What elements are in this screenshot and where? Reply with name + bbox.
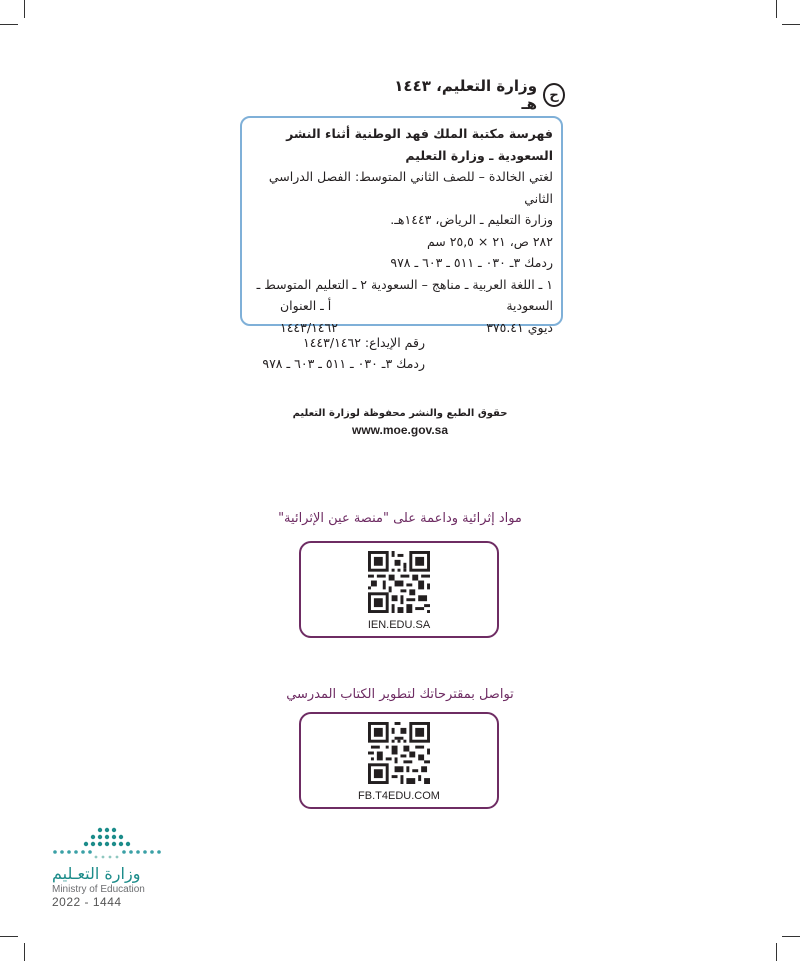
catalog-subjects: ١ ـ اللغة العربية ـ مناهج – السعودية ٢ ـ التعليم المتوسط ـ [256, 276, 553, 292]
catalog-subjects-row [250, 295, 553, 317]
crop-mark [24, 0, 25, 18]
copyright-symbol: ح [543, 83, 565, 107]
edition-year: 2022 - 1444 [52, 895, 122, 909]
cataloging-box [240, 116, 563, 335]
feedback-url-label: FB.T4EDU.COM [358, 790, 440, 802]
copyright-text: وزارة التعليم، ١٤٤٣ هـ [394, 77, 538, 113]
feedback-promo-text: تواصل بمقترحاتك لتطوير الكتاب المدرسي [286, 687, 514, 702]
crop-mark [782, 936, 800, 937]
catalog-title: لغتي الخالدة – للصف الثاني المتوسط: الفصل الدراسي الثاني [268, 169, 553, 206]
enrichment-promo-text: مواد إثرائية وداعمة على "منصة عين الإثرائية" [278, 511, 522, 526]
deposit-number: رقم الإيداع: ١٤٤٣/١٤٦٢ [303, 335, 425, 350]
copyright-line [390, 77, 565, 113]
catalog-pages: ٢٨٢ ص، ٢١ × ٢٥,٥ سم [426, 233, 553, 249]
qr-code-icon [368, 722, 430, 784]
catalog-dewey-b: ١٤٤٣/١٤٦٢ [280, 319, 338, 335]
catalog-heading: فهرسة مكتبة الملك فهد الوطنية أثناء النشر [286, 126, 553, 141]
deposit-isbn: ردمك ٣ـ ٠٣٠ ـ ٥١١ ـ ٦٠٣ ـ ٩٧٨ [262, 356, 425, 371]
deposit-block [240, 332, 425, 374]
catalog-dewey-a: ديوي ٣٧٥.٤١ [486, 319, 553, 335]
catalog-isbn: ردمك ٣ـ ٠٣٠ ـ ٥١١ ـ ٦٠٣ ـ ٩٧٨ [390, 255, 553, 270]
crop-mark [0, 24, 18, 25]
ministry-name-arabic: وزارة التعـليم [52, 864, 141, 883]
vision-dots-icon [52, 826, 162, 860]
crop-mark [24, 943, 25, 961]
ministry-logo [52, 826, 172, 909]
ministry-url[interactable]: www.moe.gov.sa [351, 423, 449, 437]
catalog-subjects-a: السعودية [506, 298, 553, 313]
crop-mark [782, 24, 800, 25]
catalog-author: السعودية ـ وزارة التعليم [405, 147, 553, 163]
ien-qr-card[interactable] [299, 541, 499, 638]
ministry-name-english: Ministry of Education [52, 884, 145, 895]
crop-mark [776, 943, 777, 961]
feedback-qr-card[interactable] [299, 712, 499, 809]
crop-mark [0, 936, 18, 937]
rights-block [260, 408, 540, 437]
rights-text: حقوق الطبع والنشر محفوظة لوزارة التعليم [292, 408, 508, 419]
qr-code-icon [368, 551, 430, 613]
catalog-subjects-b: أ ـ العنوان [280, 298, 332, 313]
ien-url-label: IEN.EDU.SA [367, 619, 431, 631]
crop-mark [776, 0, 777, 18]
catalog-publisher: وزارة التعليم ـ الرياض، ١٤٤٣هـ. [390, 212, 553, 227]
